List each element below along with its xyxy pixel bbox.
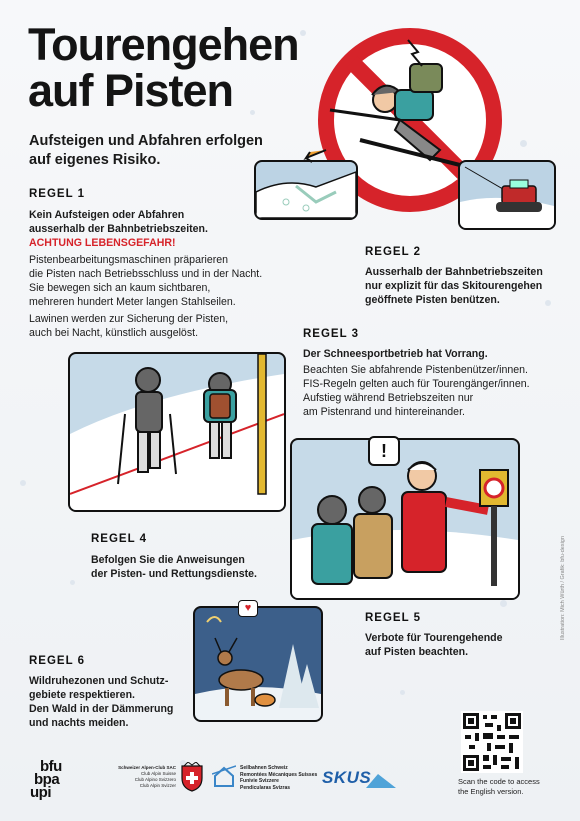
seilbahnen-house-icon	[212, 764, 236, 788]
speech-bubble: !	[368, 436, 400, 466]
bfu-logo[interactable]: bfu bpa upi	[30, 758, 62, 801]
rule-3-heading: REGEL 3	[303, 328, 359, 340]
tourers-figures	[312, 487, 392, 584]
skus-logo[interactable]: SKUS	[322, 768, 372, 787]
rule-5-text: Verbote für Tourengehende auf Pisten beachten.	[365, 632, 503, 658]
qr-caption: Scan the code to access the English version.	[458, 777, 540, 796]
rule-1-heading: REGEL 1	[29, 188, 85, 200]
seilbahnen-logo[interactable]: Seilbahnen Schweiz Remontées Mécaniques Suisses Funivie Svizzere Pendicularas Svizras	[240, 765, 318, 791]
illustration-credit: Illustration: Mich Würth / Grafik: bfu-design	[560, 536, 566, 640]
rule-6-text: Wildruhezonen und Schutz- gebiete respektieren. Den Wald in der Dämmerung und nachts meiden.	[29, 675, 174, 729]
heart-icon: ♥	[238, 600, 258, 617]
danger-warning: ACHTUNG LEBENSGEFAHR!	[29, 237, 176, 249]
skus-mountain-icon	[366, 772, 396, 788]
rule-5-heading: REGEL 5	[365, 612, 421, 624]
snow-groomer-panel	[458, 160, 556, 230]
rule-1-text: Kein Aufsteigen oder Abfahren ausserhalb der Bahnbetriebszeiten. ACHTUNG LEBENSGEFAHR! Pistenbearbeitungsmaschinen präparieren die Pisten nach Betriebsschluss und in der Nacht. Sie bewegen sich an kaum sichtbaren, mehreren hundert Meter langen Stahlseilen. Lawinen werden zur Sicherung der Pisten, auch bei Nacht, künstlich ausgelöst.	[29, 208, 319, 340]
page-subtitle: Aufsteigen und Abfahren erfolgen auf eigenes Risiko.	[29, 133, 263, 168]
page-title: Tourengehen auf Pisten	[28, 19, 299, 116]
rule-4-text: Befolgen Sie die Anweisungen der Pisten- und Rettungsdienste.	[91, 554, 257, 580]
rule-6-heading: REGEL 6	[29, 655, 85, 667]
ski-touring-panel	[68, 352, 286, 512]
wildlife-panel	[193, 606, 323, 722]
arrow-icon	[300, 148, 328, 164]
qr-code[interactable]	[461, 711, 523, 773]
rule-3-text: Der Schneesportbetrieb hat Vorrang. Beachten Sie abfahrende Pistenbenützer/innen. FIS-Regeln gelten auch für Tourengänger/innen. Aufstieg während Betriebszeiten nur am Pistenrand und hintereinander.	[303, 348, 530, 418]
patrol-panel	[290, 438, 520, 600]
rule-4-heading: REGEL 4	[91, 533, 147, 545]
rule-2-text: Ausserhalb der Bahnbetriebszeiten nur explizit für das Skitourengehen geöffnete Pisten benützen.	[365, 266, 543, 306]
rule-2-heading: REGEL 2	[365, 246, 421, 258]
sac-shield-icon	[180, 762, 204, 792]
sac-logo[interactable]: Schweizer Alpen-Club SAC Club Alpin Suisse Club Alpino Svizzero Club Alpin Svizzer	[118, 765, 176, 788]
